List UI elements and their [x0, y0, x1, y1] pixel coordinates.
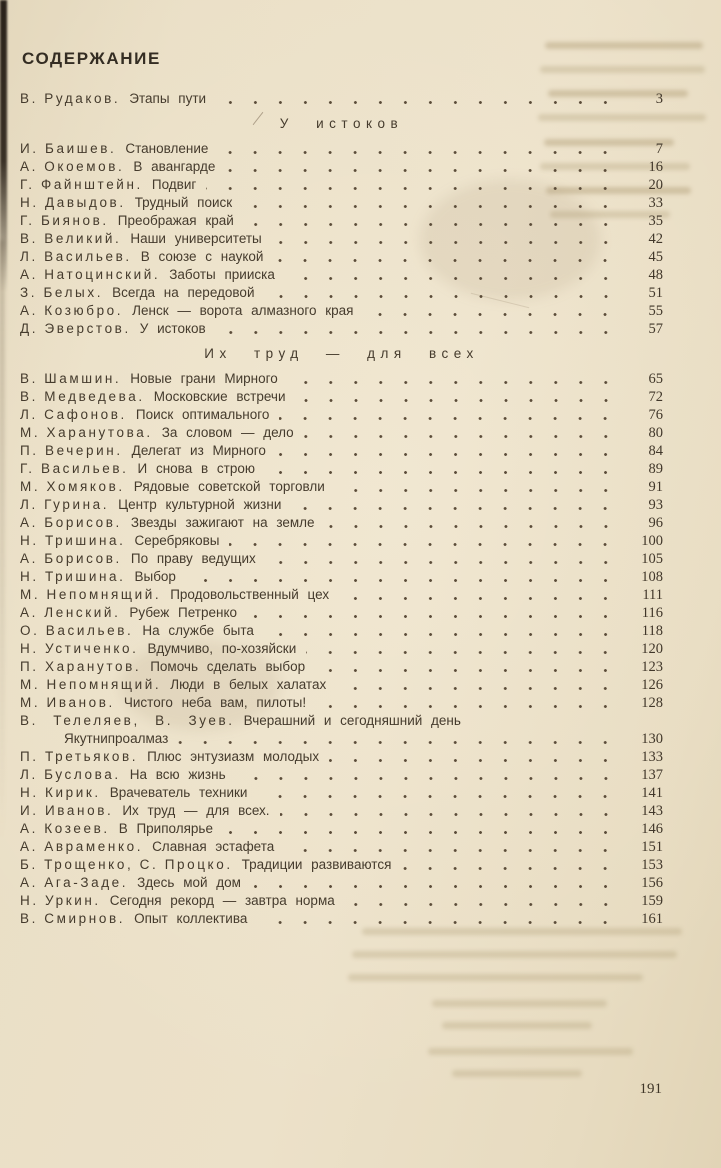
toc-entry [20, 407, 663, 425]
toc-entry [20, 677, 663, 695]
toc-entry-title: Московские встречи [153, 389, 286, 404]
dot-leader [306, 646, 621, 659]
toc-entry-page: 96 [648, 515, 663, 531]
toc-entry-title: И снова в строю [137, 461, 255, 476]
toc-entry-page: 72 [648, 389, 663, 405]
toc-entry-page: 45 [648, 249, 663, 265]
toc-entry [20, 497, 663, 515]
toc-entry-title: Врачеватель техники [109, 785, 248, 800]
toc-entry-page: 146 [641, 821, 663, 837]
toc-entry-title: Новые грани Мирного [130, 371, 278, 386]
page-title: СОДЕРЖАНИЕ [22, 49, 161, 68]
dot-leader [304, 430, 621, 443]
toc-entry-title: В Приполярье [118, 821, 213, 836]
toc-entry-page: 33 [648, 195, 663, 211]
toc-entry-title: Вдумчиво, по-хозяйски [147, 641, 297, 656]
toc-entry [20, 371, 663, 389]
toc-entry-author: А. Борисов. [20, 551, 122, 566]
dot-leader [229, 538, 621, 551]
dot-leader [251, 880, 621, 893]
toc-entry-author: М. Непомнящий. [20, 677, 162, 692]
toc-entry [20, 425, 663, 443]
toc-entry-title: Рядовые советской торговли [133, 479, 325, 494]
dot-leader [325, 520, 621, 533]
toc-entry-author: Г. Васильев. [20, 461, 129, 476]
dot-leader [316, 700, 621, 713]
toc-entry [20, 641, 663, 659]
toc-entry-author: Л. Васильев. [20, 249, 132, 264]
toc-entry-page: 141 [641, 785, 663, 801]
toc-entry [20, 533, 663, 551]
toc-entry-title: Наши университеты [130, 231, 262, 246]
toc-entry [20, 875, 663, 893]
dot-leader [223, 826, 621, 839]
toc-entry-page: 7 [655, 141, 663, 157]
toc-entry-title: Помочь сделать выбор [150, 659, 306, 674]
dot-leader [280, 808, 621, 821]
toc-entry-author: Л. Буслова. [20, 767, 121, 782]
dot-leader [279, 412, 621, 425]
toc-entry-title: Трудный поиск [134, 195, 233, 210]
toc-entry-page: 84 [648, 443, 663, 459]
toc-entry-page: 20 [648, 177, 663, 193]
dot-leader [335, 484, 621, 497]
toc-entry [20, 821, 663, 839]
dot-leader [266, 556, 621, 569]
toc-entry-author: М. Иванов. [20, 695, 115, 710]
dot-leader [186, 574, 621, 587]
toc-entry-page: 143 [641, 803, 663, 819]
toc-entry-author: В. Рудаков. [20, 91, 121, 106]
toc-entry-title: Люди в белых халатах [170, 677, 327, 692]
toc-entry-page: 93 [648, 497, 663, 513]
toc-entry-author: Л. Сафонов. [20, 407, 127, 422]
toc-entry-title: В авангарде [133, 159, 216, 174]
toc-entry-title: Поиск оптимального [135, 407, 270, 422]
toc-entry-author: Н. Тришина. [20, 533, 126, 548]
toc-entry-author: Д. Эверстов. [20, 321, 131, 336]
toc-entry-author: М. Харанутова. [20, 425, 153, 440]
toc-entry-page: 76 [648, 407, 663, 423]
toc-section-heading: Их труд — для всех [204, 346, 479, 361]
dot-leader [339, 592, 621, 605]
toc-entry-author: Н. Давыдов. [20, 195, 126, 210]
dot-leader [345, 898, 621, 911]
toc-entry-author: И. Иванов. [20, 803, 114, 818]
toc-entry-page: 153 [641, 857, 663, 873]
toc-entry-title: Славная эстафета [152, 839, 275, 854]
toc-entry-author: М. Непомнящий. [20, 587, 162, 602]
toc-entry [20, 605, 663, 623]
toc-entry-title: Вчерашний и сегодняшний день [243, 713, 461, 728]
toc-entry-title: Здесь мой дом [137, 875, 241, 890]
dot-leader [257, 916, 621, 929]
toc-entry-title: На службе быта [142, 623, 254, 638]
toc-entry-author: З. Белых. [20, 285, 104, 300]
toc-entry-page: 89 [648, 461, 663, 477]
toc-entry [20, 857, 663, 875]
dot-leader [244, 218, 621, 231]
toc-entry-page: 116 [641, 605, 663, 621]
toc-entry-page: 35 [648, 213, 663, 229]
page-number: 191 [639, 1081, 662, 1097]
toc-entry-page: 57 [648, 321, 663, 337]
toc-entry-title: По праву ведущих [130, 551, 256, 566]
toc-entry-author: А. Борисов. [20, 515, 122, 530]
toc-entry [20, 213, 663, 231]
toc-entry [20, 749, 663, 767]
toc-entry [20, 443, 663, 461]
toc-entry-page: 91 [648, 479, 663, 495]
toc-entry-author: Л. Гурина. [20, 497, 110, 512]
dot-leader [264, 628, 621, 641]
toc-entry [20, 389, 663, 407]
dot-leader [329, 754, 621, 767]
toc-entry-author: Н. Тришина. [20, 569, 126, 584]
toc-entry-page: 16 [648, 159, 663, 175]
toc-entry-author: А. Козюбро. [20, 303, 124, 318]
toc-entry-title: Чистого неба вам, пилоты! [123, 695, 307, 710]
toc-entry [20, 713, 663, 731]
toc-entry [20, 231, 663, 249]
toc-entry [20, 911, 663, 929]
dot-leader [242, 200, 621, 213]
toc-entry [20, 195, 663, 213]
toc-entry-author: Б. Трощенко, С. Процко. [20, 857, 233, 872]
dot-leader [273, 254, 621, 267]
toc-section-heading: У истоков [279, 116, 404, 131]
toc-entry [20, 659, 663, 677]
toc-entry-page: 133 [641, 749, 663, 765]
toc-entry-author: В. Медведева. [20, 389, 145, 404]
toc-entry [20, 551, 663, 569]
toc-entry [20, 141, 663, 159]
toc-entry-author: Г. Файнштейн. [20, 177, 143, 192]
dot-leader [285, 272, 621, 285]
dot-leader [284, 844, 621, 857]
toc-entry [20, 893, 663, 911]
toc-entry [20, 785, 663, 803]
toc-entry-author: А. Ага-Заде. [20, 875, 129, 890]
toc-entry [20, 303, 663, 321]
toc-entry-title: Становление [125, 141, 209, 156]
toc-entry-author: Н. Кирик. [20, 785, 101, 800]
toc-entry-title-continued: Якутнипроалмаз [64, 731, 169, 746]
toc-entry-page: 108 [641, 569, 663, 585]
toc-entry-title: Ленск — ворота алмазного края [132, 303, 354, 318]
toc-entry-page: 128 [641, 695, 663, 711]
toc-entry [20, 461, 663, 479]
toc-entry [20, 285, 663, 303]
toc-entry-page: 3 [655, 91, 663, 107]
toc-entry [20, 803, 663, 821]
dot-leader [265, 466, 621, 479]
dot-leader [218, 146, 621, 159]
toc-entry-page: 51 [648, 285, 663, 301]
toc-entry-page: 159 [641, 893, 663, 909]
toc-entry-page: 120 [641, 641, 663, 657]
dot-leader [216, 326, 621, 339]
toc-entry-author: Н. Устиченко. [20, 641, 139, 656]
toc-entry-author: В. Смирнов. [20, 911, 126, 926]
toc-entry-title: У истоков [139, 321, 206, 336]
dot-leader [178, 736, 621, 749]
toc-entry-title: Делегат из Мирного [131, 443, 266, 458]
toc-entry [20, 767, 663, 785]
toc-entry [20, 249, 663, 267]
toc-entry-title: Всегда на передовой [112, 285, 255, 300]
toc-entry-author: М. Хомяков. [20, 479, 125, 494]
toc-entry-author: А. Натоцинский. [20, 267, 161, 282]
toc-entry-page: 137 [641, 767, 663, 783]
dot-leader [401, 862, 621, 875]
toc-entry-author: П. Харанутов. [20, 659, 142, 674]
toc-entry-author: Н. Уркин. [20, 893, 101, 908]
dot-leader [216, 96, 621, 109]
toc-entry [20, 569, 663, 587]
toc-entry-page: 126 [641, 677, 663, 693]
toc-entry-page: 100 [641, 533, 663, 549]
toc-entry-author: О. Васильев. [20, 623, 134, 638]
toc-entry-page: 123 [641, 659, 663, 675]
toc-entry-author: А. Ленский. [20, 605, 121, 620]
toc-entry-title: Этапы пути [129, 91, 207, 106]
toc-entry-page: 65 [648, 371, 663, 387]
dot-leader [265, 290, 622, 303]
toc-entry-page: 105 [641, 551, 663, 567]
toc-entry-title: Выбор [134, 569, 176, 584]
toc-list [20, 91, 663, 929]
dot-leader [296, 394, 622, 407]
toc-entry [20, 839, 663, 857]
toc-entry [20, 267, 663, 285]
toc-entry [20, 177, 663, 195]
toc-entry-page: 80 [648, 425, 663, 441]
toc-entry-page: 151 [641, 839, 663, 855]
toc-entry-author: П. Вечерин. [20, 443, 123, 458]
dot-leader [257, 790, 621, 803]
toc-entry [20, 91, 663, 109]
dot-leader [225, 164, 621, 177]
toc-entry-author: В. Великий. [20, 231, 122, 246]
toc-entry-title: На всю жизнь [129, 767, 226, 782]
toc-entry-title: Подвиг [151, 177, 197, 192]
toc-entry-author: А. Окоемов. [20, 159, 125, 174]
dot-leader [288, 376, 621, 389]
toc-entry-author: А. Козеев. [20, 821, 110, 836]
toc-entry-title: Центр культурной жизни [118, 497, 282, 512]
toc-entry-title: Преображая край [117, 213, 234, 228]
toc-entry-author: В. Шамшин. [20, 371, 122, 386]
toc-entry-page: 130 [641, 731, 663, 747]
toc-entry [20, 515, 663, 533]
dot-leader [291, 502, 621, 515]
toc-entry-author: А. Авраменко. [20, 839, 144, 854]
toc-entry [20, 587, 663, 605]
toc-entry-page: 48 [648, 267, 663, 283]
dot-leader [236, 772, 621, 785]
toc-entry-title: В союзе с наукой [140, 249, 264, 264]
scan-edge-artifact [0, 240, 4, 840]
toc-entry-author: И. Баишев. [20, 141, 117, 156]
toc-entry-title: Их труд — для всех. [122, 803, 270, 818]
dot-leader [315, 664, 621, 677]
toc-entry-title: Традиции развиваются [241, 857, 392, 872]
dot-leader [363, 308, 621, 321]
toc-entry [20, 159, 663, 177]
toc-entry-page: 111 [642, 587, 663, 603]
dot-leader [247, 610, 621, 623]
dot-leader [336, 682, 621, 695]
toc-entry-page: 55 [648, 303, 663, 319]
toc-entry-continuation [20, 731, 663, 749]
toc-entry-author: П. Третьяков. [20, 749, 139, 764]
toc-entry-title: За словом — дело [161, 425, 294, 440]
toc-entry [20, 479, 663, 497]
toc-entry-title: Серебряковы [134, 533, 220, 548]
toc-entry-title: Рубеж Петренко [129, 605, 238, 620]
toc-entry-author: В. Телеляев, В. Зуев. [20, 713, 235, 728]
toc-entry-title: Сегодня рекорд — завтра норма [109, 893, 335, 908]
toc-entry-page: 118 [641, 623, 663, 639]
dot-leader [272, 236, 621, 249]
dot-leader [276, 448, 621, 461]
dot-leader [206, 182, 621, 195]
toc-entry-title: Заботы прииска [169, 267, 275, 282]
toc-entry [20, 623, 663, 641]
toc-entry-title: Плюс энтузиазм молодых [147, 749, 320, 764]
toc-entry-page: 161 [641, 911, 663, 927]
toc-entry [20, 695, 663, 713]
toc-entry [20, 321, 663, 339]
toc-entry-title: Опыт коллектива [134, 911, 248, 926]
toc-entry-page: 42 [648, 231, 663, 247]
toc-entry-author: Г. Биянов. [20, 213, 109, 228]
toc-entry-page: 156 [641, 875, 663, 891]
toc-entry-title: Продовольственный цех [170, 587, 330, 602]
toc-entry-title: Звезды зажигают на земле [130, 515, 315, 530]
